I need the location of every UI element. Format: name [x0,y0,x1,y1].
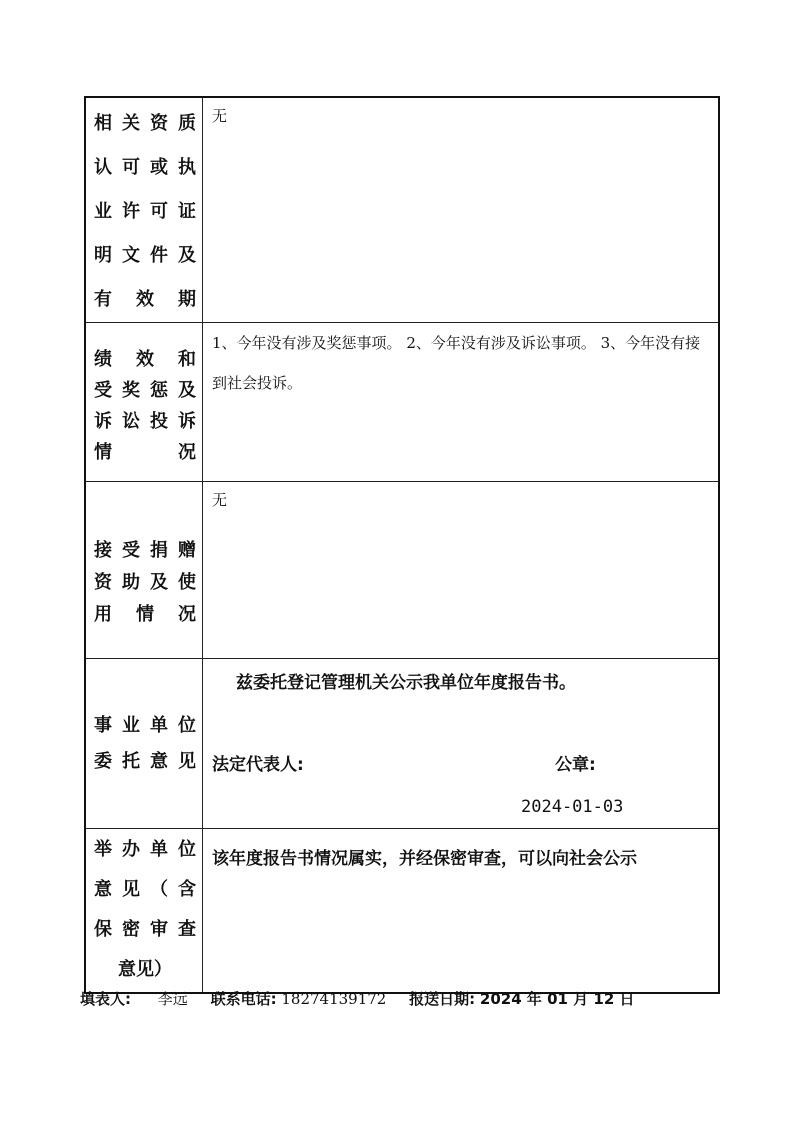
report-footer [80,988,635,1009]
label-line: 意见） [118,959,172,981]
official-seal-label: 公章: [555,755,596,775]
label-line: 意见（含 [94,879,196,901]
label-line: 诉讼投诉 [94,411,196,432]
phone-number: 18274139172 [281,990,387,1008]
label-line: 资助及使 [94,572,196,593]
table-row-sponsor [85,829,719,993]
table-row-qualification [85,97,719,323]
label-line: 举办单位 [94,839,196,861]
legal-representative-label: 法定代表人: [212,755,304,775]
table-row-donation [85,482,719,659]
label-line: 委托意见 [94,750,196,772]
report-date: 2024 年 01 月 12 日 [479,990,635,1008]
qualification-label [85,97,203,323]
donation-value: 无 [203,482,720,659]
label-line: 情 况 [94,442,196,463]
label-line: 接受捐赠 [94,540,196,561]
sponsor-label [85,829,203,993]
donation-label [85,482,203,659]
annual-report-table [84,96,720,994]
filler-label: 填表人: [80,990,131,1008]
table-row-entrust [85,659,719,829]
label-line: 认可或执 [94,157,196,178]
filler-name: 李远 [157,990,188,1008]
report-date-label: 报送日期: [409,990,476,1008]
sponsor-opinion: 该年度报告书情况属实，并经保密审查，可以向社会公示 [203,829,720,993]
entrust-statement: 兹委托登记管理机关公示我单位年度报告书。 [236,673,576,693]
label-line: 绩 效 和 [94,349,196,370]
label-line: 用 情 况 [94,604,196,625]
label-line: 事业单位 [94,714,196,736]
entrust-date: 2024-01-03 [521,797,624,817]
phone-label: 联系电话: [210,990,277,1008]
label-line: 有效期 [94,289,196,310]
performance-value: 1、今年没有涉及奖惩事项。 2、今年没有涉及诉讼事项。 3、今年没有接到社会投诉。 [203,323,720,482]
entrust-label [85,659,203,829]
label-line: 明文件及 [94,245,196,266]
label-line: 业许可证 [94,201,196,222]
entrust-content [203,659,720,829]
label-line: 相关资质 [94,113,196,134]
qualification-value: 无 [203,97,720,323]
performance-label [85,323,203,482]
table-row-performance [85,323,719,482]
label-line: 保密审查 [94,919,196,941]
label-line: 受奖惩及 [94,380,196,401]
